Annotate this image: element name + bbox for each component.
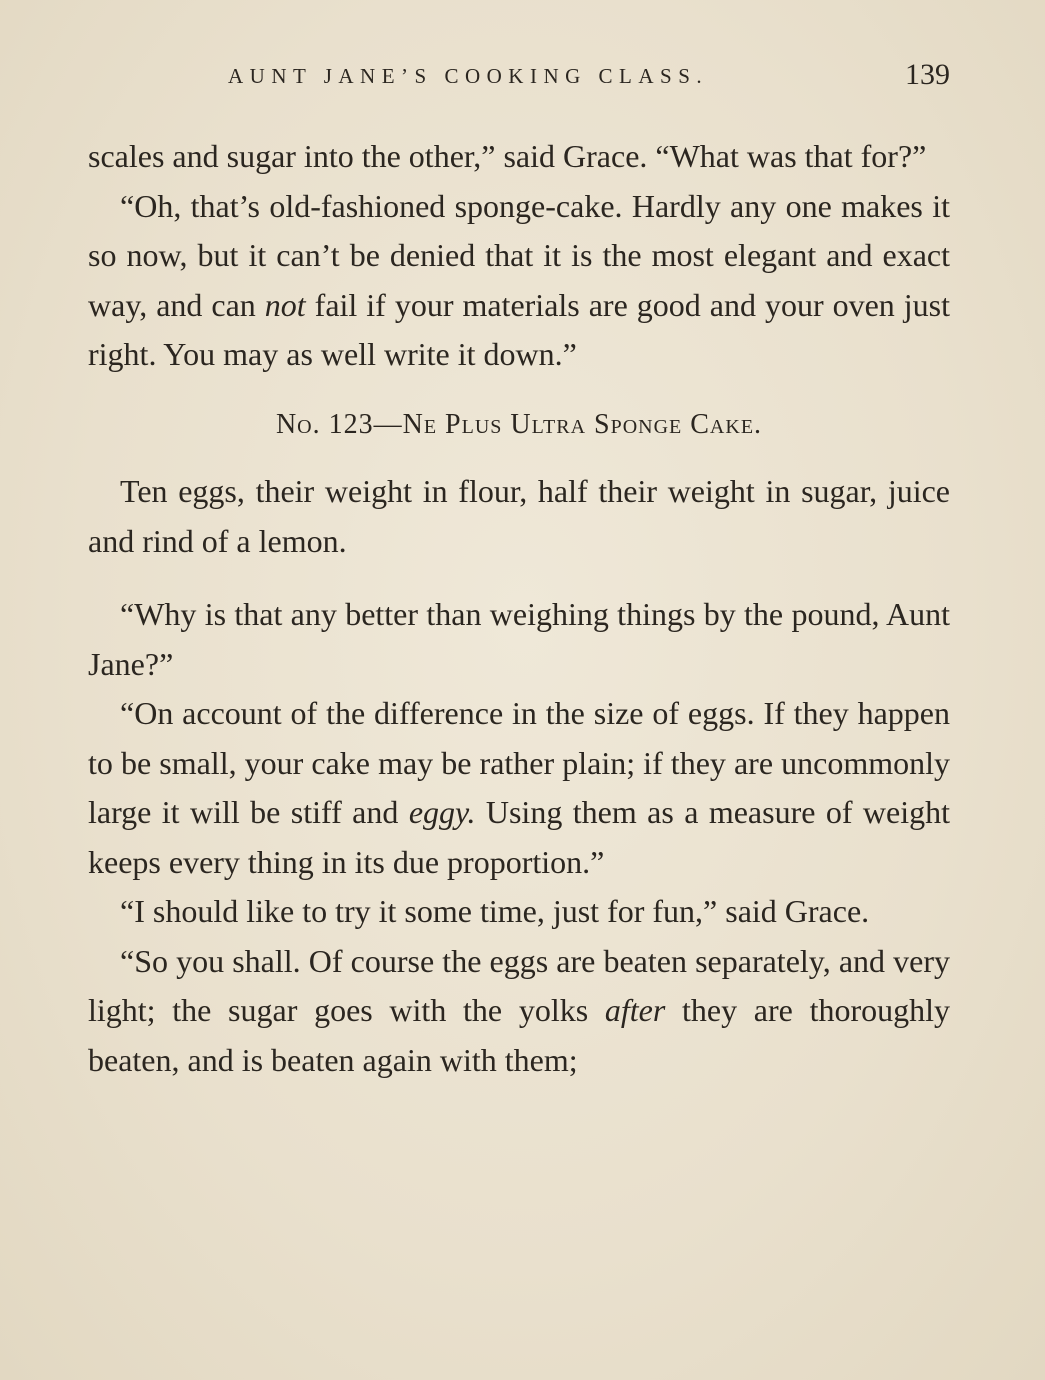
emphasis-text: eggy. [408,794,476,830]
paragraph-text: “I should like to try it some time, just for fun,” said Grace. [120,893,870,929]
running-head [88,58,950,98]
paragraph-instructions [88,937,950,1086]
paragraph-text: fail if your materials are good and your oven just right. You may as well write it down.” [88,286,951,372]
emphasis-text: after [604,992,666,1028]
paragraph-grace [88,887,950,937]
paragraph-text: “So you shall. Of course the eggs are beaten separately, and very light; the sugar goes with the yolks [88,942,950,1028]
paragraph-text: “Why is that any better than weighing things by the pound, Aunt Jane?” [88,596,950,682]
paragraph-continuation [88,132,950,182]
paragraph-explanation [88,689,950,887]
paragraph-gap [88,566,950,590]
paragraph-question [88,590,950,689]
paragraph-text: scales and sugar into the other,” said Grace. “What was that for?” [88,138,927,174]
emphasis-text: not [264,286,306,323]
recipe-body [88,467,950,566]
paragraph-text: “Oh, that’s old-fashioned sponge-cake. Hardly any one makes it so now, but it can’t be denied that it is the most elegant and exact way, and can [88,187,950,323]
body-text [88,132,950,1085]
paragraph-aunt-jane-explains [88,182,950,380]
recipe-heading: No. 123—Ne Plus Ultra Sponge Cake. [275,408,763,440]
paragraph-text: they are thoroughly beaten, and is beaten again with them; [88,992,951,1078]
paragraph-text: Using them as a measure of weight keeps every thing in its due proportion.” [88,794,951,880]
running-title: AUNT JANE’S COOKING CLASS. [228,64,709,88]
page-number: 139 [905,58,950,91]
paragraph-text: “On account of the difference in the size of eggs. If they happen to be small, your cake may be rather plain; if they are uncommonly large it will be stiff and [88,695,950,830]
paragraph-text: Ten eggs, their weight in flour, half their weight in sugar, juice and rind of a lemon. [88,473,950,559]
